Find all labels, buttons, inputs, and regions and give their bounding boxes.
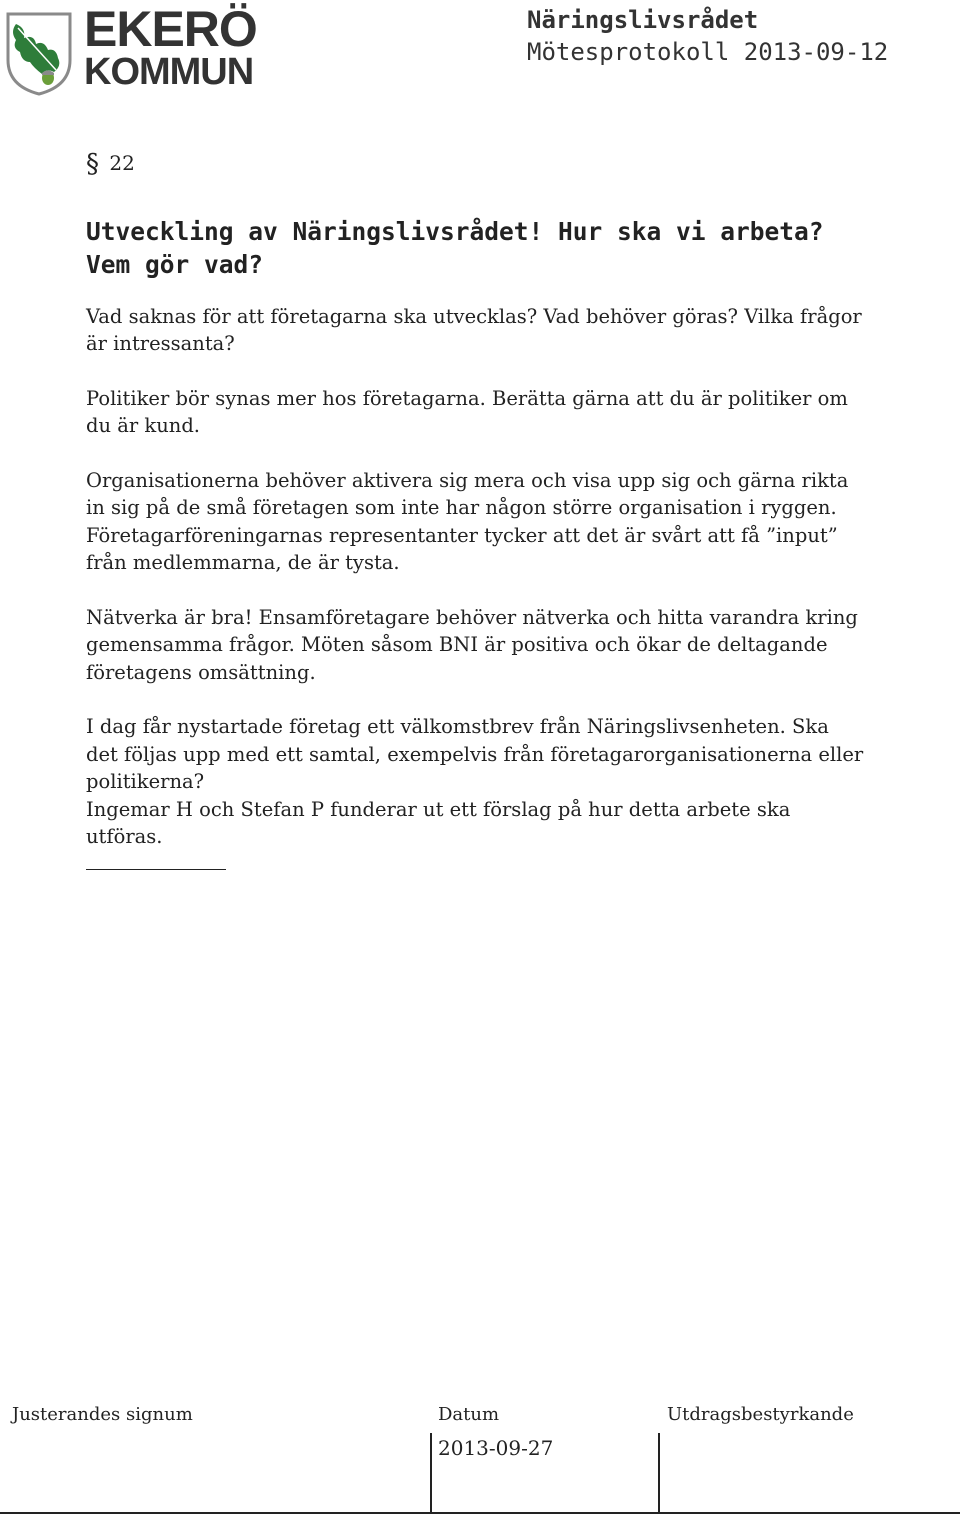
- section-symbol: §: [86, 149, 99, 179]
- paragraph: Nätverka är bra! Ensamföretagare behöver nätverka och hitta varandra kring gemensamma frågor. Möten såsom BNI är positiva och ökar de deltagande företagens omsättning.: [86, 605, 858, 684]
- footer-divider: [658, 1433, 660, 1513]
- header-title: Näringslivsrådet: [527, 6, 759, 34]
- ekero-kommun-logo: [4, 1, 257, 96]
- paragraph: Politiker bör synas mer hos företagarna. Berätta gärna att du är politiker om du är kund.: [86, 386, 848, 437]
- section-heading: Utveckling av Näringslivsrådet! Hur ska vi arbeta? Vem gör vad?: [86, 216, 824, 279]
- end-rule: [86, 869, 226, 870]
- extract-label: Utdragsbestyrkande: [667, 1404, 854, 1425]
- logo-text-ekero: EKERÖ: [84, 1, 257, 57]
- header-subtitle: Mötesprotokoll 2013-09-12: [527, 38, 889, 66]
- paragraph: I dag får nystartade företag ett välkomstbrev från Näringslivsenheten. Ska det följas upp med ett samtal, exempelvis från företagarorganisationerna eller politikerna?: [86, 715, 864, 793]
- document-body: [86, 150, 866, 870]
- footer-divider: [430, 1433, 432, 1513]
- page-footer: [0, 1400, 960, 1514]
- paragraph: Vad saknas för att företagarna ska utvecklas? Vad behöver göras? Vilka frågor är intressanta?: [86, 304, 862, 355]
- header-title-block: [527, 4, 888, 68]
- logo-text-kommun: KOMMUN: [84, 51, 254, 93]
- footer-bottom-line: [0, 1512, 960, 1514]
- page-header: [0, 0, 960, 110]
- section-number: [86, 150, 866, 179]
- date-value: 2013-09-27: [438, 1436, 554, 1460]
- paragraph: Ingemar H och Stefan P funderar ut ett förslag på hur detta arbete ska utföras.: [86, 797, 791, 848]
- date-label: Datum: [438, 1404, 500, 1425]
- section-number-value: 22: [109, 151, 135, 175]
- oak-leaf-shield-icon: [4, 10, 74, 96]
- signature-label: Justerandes signum: [12, 1404, 193, 1425]
- paragraph: Organisationerna behöver aktivera sig mera och visa upp sig och gärna rikta in sig på de små företagen som inte har någon större organisation i ryggen. Företagarföreningarnas representanter tycker att det är svårt att få ”input” från medlemmarna, de är tysta.: [86, 468, 849, 574]
